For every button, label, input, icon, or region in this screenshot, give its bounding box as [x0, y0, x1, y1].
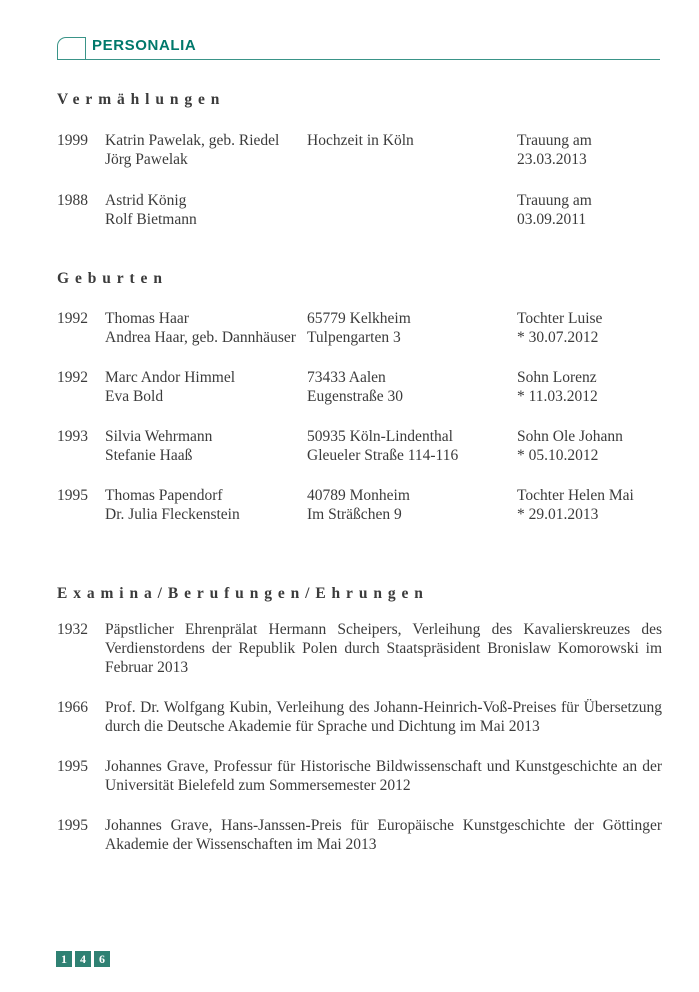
honor-text: Prof. Dr. Wolfgang Kubin, Verleihung des Johann-Heinrich-Voß-Preises für Übersetzung durch die Deutsche Akademie für Sprache und Dichtung im Mai 2013: [105, 699, 662, 735]
page-title: PERSONALIA: [92, 37, 197, 54]
table-row: [57, 368, 662, 406]
year-cell: [57, 309, 105, 347]
year-cell: [57, 191, 105, 229]
date-cell: [517, 131, 662, 169]
name-line: Marc Andor Himmel: [105, 369, 236, 386]
folder-tab-icon: [57, 37, 86, 59]
births-table: [57, 309, 662, 524]
name-line: Rolf Bietmann: [105, 211, 197, 228]
honor-text: Johannes Grave, Professur für Historische Bildwissenschaft und Kunstgeschichte an der Universität Bielefeld zum Sommersemester 2012: [105, 758, 662, 794]
page-number: [56, 951, 110, 967]
names-cell: [105, 368, 307, 406]
address-line: 50935 Köln-Lindenthal: [307, 428, 453, 445]
event-cell: [307, 191, 517, 229]
address-line: 73433 Aalen: [307, 369, 386, 386]
year-cell: [57, 368, 105, 406]
page-digit: 1: [56, 951, 72, 967]
year-value: 1995: [57, 758, 88, 775]
child-cell: [517, 368, 662, 406]
address-cell: [307, 486, 517, 524]
names-cell: [105, 427, 307, 465]
list-item: [57, 757, 662, 795]
honors-list: [57, 620, 662, 854]
name-line: Katrin Pawelak, geb. Riedel: [105, 132, 280, 149]
child-cell: [517, 486, 662, 524]
section-heading-births: Geburten: [57, 270, 168, 287]
year-value: 1999: [57, 132, 88, 149]
event-cell: [307, 131, 517, 169]
names-cell: [105, 131, 307, 169]
birth-date: * 11.03.2012: [517, 388, 598, 405]
name-line: Jörg Pawelak: [105, 151, 188, 168]
names-cell: [105, 191, 307, 229]
year-value: 1995: [57, 487, 88, 504]
year-cell: [57, 757, 105, 795]
marriages-table: [57, 131, 662, 229]
year-cell: [57, 131, 105, 169]
page-digit: 6: [94, 951, 110, 967]
address-line: 40789 Monheim: [307, 487, 410, 504]
name-line: Thomas Papendorf: [105, 487, 223, 504]
year-value: 1992: [57, 369, 88, 386]
child-name: Tochter Helen Mai: [517, 487, 634, 504]
address-cell: [307, 427, 517, 465]
address-line: Im Sträßchen 9: [307, 506, 402, 523]
table-row: [57, 486, 662, 524]
date-value: 03.09.2011: [517, 211, 587, 228]
address-line: Gleueler Straße 114-116: [307, 447, 459, 464]
name-line: Andrea Haar, geb. Dannhäuser: [105, 329, 296, 346]
name-line: Eva Bold: [105, 388, 164, 405]
address-line: Tulpengarten 3: [307, 329, 401, 346]
date-cell: [517, 191, 662, 229]
names-cell: [105, 486, 307, 524]
child-cell: [517, 427, 662, 465]
list-item: [57, 620, 662, 677]
child-name: Tochter Luise: [517, 310, 603, 327]
year-value: 1966: [57, 699, 88, 716]
names-cell: [105, 309, 307, 347]
address-cell: [307, 368, 517, 406]
page-header: [57, 37, 660, 60]
year-value: 1995: [57, 817, 88, 834]
page-digit: 4: [75, 951, 91, 967]
table-row: [57, 191, 662, 229]
table-row: [57, 131, 662, 169]
table-row: [57, 427, 662, 465]
year-cell: [57, 620, 105, 677]
list-item: [57, 816, 662, 854]
address-line: 65779 Kelkheim: [307, 310, 411, 327]
date-value: 23.03.2013: [517, 151, 587, 168]
year-cell: [57, 816, 105, 854]
section-heading-marriages: Vermählungen: [57, 91, 226, 108]
name-line: Silvia Wehrmann: [105, 428, 213, 445]
year-value: 1932: [57, 621, 88, 638]
name-line: Astrid König: [105, 192, 187, 209]
birth-date: * 30.07.2012: [517, 329, 599, 346]
address-cell: [307, 309, 517, 347]
year-cell: [57, 698, 105, 736]
year-value: 1988: [57, 192, 88, 209]
year-value: 1993: [57, 428, 88, 445]
birth-date: * 29.01.2013: [517, 506, 599, 523]
year-cell: [57, 427, 105, 465]
honor-text: Johannes Grave, Hans-Janssen-Preis für Europäische Kunstgeschichte der Göttinger Akademie der Wissenschaften im Mai 2013: [105, 817, 662, 853]
event-line: Hochzeit in Köln: [307, 132, 414, 149]
address-line: Eugenstraße 30: [307, 388, 403, 405]
name-line: Thomas Haar: [105, 310, 189, 327]
child-name: Sohn Lorenz: [517, 369, 597, 386]
child-name: Sohn Ole Johann: [517, 428, 623, 445]
year-value: 1992: [57, 310, 88, 327]
name-line: Stefanie Haaß: [105, 447, 193, 464]
year-cell: [57, 486, 105, 524]
section-heading-honors: Examina/Berufungen/Ehrungen: [57, 585, 429, 602]
list-item: [57, 698, 662, 736]
child-cell: [517, 309, 662, 347]
name-line: Dr. Julia Fleckenstein: [105, 506, 240, 523]
honor-text: Päpstlicher Ehrenprälat Hermann Scheipers, Verleihung des Kavalierskreuzes des Verdienstordens der Republik Polen durch Staatspräsident Bronislaw Komorowski im Februar 2013: [105, 621, 662, 676]
date-label: Trauung am: [517, 132, 592, 149]
date-label: Trauung am: [517, 192, 592, 209]
table-row: [57, 309, 662, 347]
birth-date: * 05.10.2012: [517, 447, 599, 464]
